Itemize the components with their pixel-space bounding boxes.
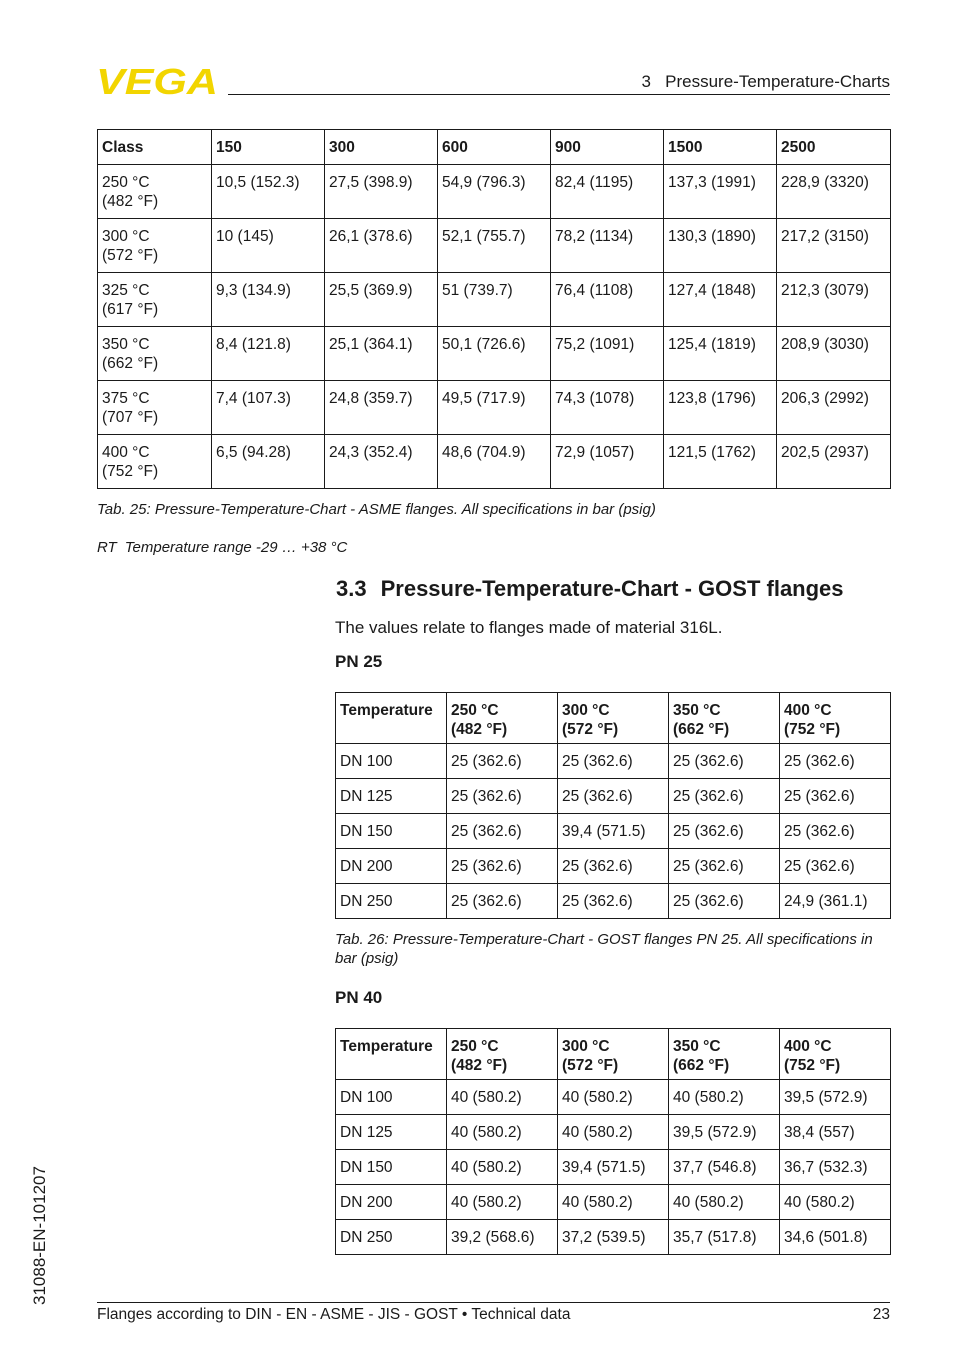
table-row xyxy=(98,327,891,381)
column-header: 250 °C (482 °F) xyxy=(447,693,558,744)
table-cell: 39,5 (572.9) xyxy=(669,1115,780,1150)
table-row xyxy=(336,1150,891,1185)
table-cell: 75,2 (1091) xyxy=(551,327,664,381)
table-cell: 40 (580.2) xyxy=(780,1185,891,1220)
table-cell: 50,1 (726.6) xyxy=(438,327,551,381)
column-header: 300 xyxy=(325,130,438,165)
table-cell: DN 125 xyxy=(336,1115,447,1150)
table-cell: 26,1 (378.6) xyxy=(325,219,438,273)
table-cell: 25 (362.6) xyxy=(669,884,780,919)
table-row xyxy=(336,744,891,779)
table-cell: 37,7 (546.8) xyxy=(669,1150,780,1185)
gost-pn40-table xyxy=(335,1028,891,1255)
table-caption-25: Tab. 25: Pressure-Temperature-Chart - ASME flanges. All specifications in bar (psig) xyxy=(97,501,656,518)
column-header: Class xyxy=(98,130,212,165)
column-header: 250 °C (482 °F) xyxy=(447,1029,558,1080)
table-cell: DN 250 xyxy=(336,884,447,919)
table-cell: 25 (362.6) xyxy=(669,779,780,814)
table-row xyxy=(336,779,891,814)
column-header: 400 °C (752 °F) xyxy=(780,1029,891,1080)
pn40-heading: PN 40 xyxy=(335,988,383,1007)
table-cell: 9,3 (134.9) xyxy=(212,273,325,327)
column-header: 150 xyxy=(212,130,325,165)
temperature-cell: 400 °C (752 °F) xyxy=(98,435,212,489)
table-caption-26: Tab. 26: Pressure-Temperature-Chart - GOST flanges PN 25. All specifications in bar (psig) xyxy=(335,931,873,967)
logo-text: VEGA xyxy=(96,66,218,96)
table-cell: DN 100 xyxy=(336,1080,447,1115)
table-row xyxy=(98,273,891,327)
table-cell: DN 200 xyxy=(336,849,447,884)
table-cell: 38,4 (557) xyxy=(780,1115,891,1150)
table-cell: 54,9 (796.3) xyxy=(438,165,551,219)
table-row xyxy=(336,814,891,849)
table-cell: 35,7 (517.8) xyxy=(669,1220,780,1255)
table-cell: 121,5 (1762) xyxy=(664,435,777,489)
table-row xyxy=(336,1080,891,1115)
table-cell: 202,5 (2937) xyxy=(777,435,891,489)
table-cell: 25 (362.6) xyxy=(669,814,780,849)
section-title: Pressure-Temperature-Chart - GOST flanges xyxy=(380,576,844,601)
table-cell: 40 (580.2) xyxy=(558,1185,669,1220)
table-row xyxy=(336,884,891,919)
table-cell: 25,1 (364.1) xyxy=(325,327,438,381)
table-cell: 76,4 (1108) xyxy=(551,273,664,327)
table-cell: 25 (362.6) xyxy=(558,779,669,814)
table-cell: DN 100 xyxy=(336,744,447,779)
temperature-cell: 350 °C (662 °F) xyxy=(98,327,212,381)
table-row xyxy=(98,381,891,435)
running-header: 3 Pressure-Temperature-Charts xyxy=(641,72,890,91)
temperature-cell: 250 °C (482 °F) xyxy=(98,165,212,219)
table-cell: 27,5 (398.9) xyxy=(325,165,438,219)
table-cell: 206,3 (2992) xyxy=(777,381,891,435)
table-cell: 10 (145) xyxy=(212,219,325,273)
table-cell: 24,8 (359.7) xyxy=(325,381,438,435)
table-row xyxy=(336,849,891,884)
table-cell: 6,5 (94.28) xyxy=(212,435,325,489)
table-row xyxy=(336,1115,891,1150)
table-cell: 40 (580.2) xyxy=(447,1115,558,1150)
table-cell: DN 125 xyxy=(336,779,447,814)
header-divider xyxy=(228,94,890,95)
table-cell: 52,1 (755.7) xyxy=(438,219,551,273)
rt-note xyxy=(97,538,347,557)
table-cell: 25 (362.6) xyxy=(447,744,558,779)
gost-pn25-table xyxy=(335,692,891,919)
table-cell: 10,5 (152.3) xyxy=(212,165,325,219)
table-cell: 25 (362.6) xyxy=(780,779,891,814)
temperature-cell: 325 °C (617 °F) xyxy=(98,273,212,327)
table-cell: 25 (362.6) xyxy=(780,814,891,849)
table-row xyxy=(98,435,891,489)
table-header-row xyxy=(98,130,891,165)
column-header: 2500 xyxy=(777,130,891,165)
temperature-cell: 375 °C (707 °F) xyxy=(98,381,212,435)
table-cell: 217,2 (3150) xyxy=(777,219,891,273)
table-header-row xyxy=(336,1029,891,1080)
table-cell: 7,4 (107.3) xyxy=(212,381,325,435)
table-cell: 40 (580.2) xyxy=(447,1080,558,1115)
table-cell: 8,4 (121.8) xyxy=(212,327,325,381)
table-cell: 39,5 (572.9) xyxy=(780,1080,891,1115)
section-number: 3.3 xyxy=(336,576,367,601)
intro-paragraph: The values relate to flanges made of material 316L. xyxy=(335,618,723,637)
table-cell: DN 150 xyxy=(336,814,447,849)
column-header: 600 xyxy=(438,130,551,165)
table-row xyxy=(98,219,891,273)
section-heading xyxy=(336,576,844,602)
table-cell: 25 (362.6) xyxy=(780,849,891,884)
pn25-heading: PN 25 xyxy=(335,652,383,671)
footer-text: Flanges according to DIN - EN - ASME - JIS - GOST • Technical data xyxy=(97,1306,571,1323)
table-cell: 125,4 (1819) xyxy=(664,327,777,381)
table-cell: 130,3 (1890) xyxy=(664,219,777,273)
table-cell: 39,4 (571.5) xyxy=(558,1150,669,1185)
table-cell: 74,3 (1078) xyxy=(551,381,664,435)
table-cell: 25 (362.6) xyxy=(558,849,669,884)
table-row xyxy=(336,1185,891,1220)
page-number: 23 xyxy=(872,1306,890,1323)
table-cell: 48,6 (704.9) xyxy=(438,435,551,489)
document-id: 31088-EN-101207 xyxy=(30,1166,49,1305)
table-cell: 208,9 (3030) xyxy=(777,327,891,381)
rt-description: Temperature range -29 … +38 °C xyxy=(124,539,348,556)
table-cell: 25 (362.6) xyxy=(780,744,891,779)
table-cell: 37,2 (539.5) xyxy=(558,1220,669,1255)
table-cell: 25 (362.6) xyxy=(447,814,558,849)
table-cell: 137,3 (1991) xyxy=(664,165,777,219)
column-header: 400 °C (752 °F) xyxy=(780,693,891,744)
table-cell: 25 (362.6) xyxy=(669,849,780,884)
footer-divider xyxy=(97,1302,890,1303)
table-cell: 40 (580.2) xyxy=(558,1080,669,1115)
table-cell: DN 250 xyxy=(336,1220,447,1255)
table-cell: 228,9 (3320) xyxy=(777,165,891,219)
table-cell: 25 (362.6) xyxy=(558,884,669,919)
table-cell: DN 150 xyxy=(336,1150,447,1185)
temperature-cell: 300 °C (572 °F) xyxy=(98,219,212,273)
table-cell: DN 200 xyxy=(336,1185,447,1220)
column-header: 300 °C (572 °F) xyxy=(558,693,669,744)
table-cell: 123,8 (1796) xyxy=(664,381,777,435)
table-cell: 25 (362.6) xyxy=(447,779,558,814)
column-header: 350 °C (662 °F) xyxy=(669,693,780,744)
table-cell: 51 (739.7) xyxy=(438,273,551,327)
column-header: 900 xyxy=(551,130,664,165)
table-cell: 78,2 (1134) xyxy=(551,219,664,273)
table-cell: 39,2 (568.6) xyxy=(447,1220,558,1255)
rt-abbreviation: RT xyxy=(97,539,117,556)
table-cell: 40 (580.2) xyxy=(447,1150,558,1185)
table-header-row xyxy=(336,693,891,744)
table-cell: 40 (580.2) xyxy=(558,1115,669,1150)
column-header: 300 °C (572 °F) xyxy=(558,1029,669,1080)
table-cell: 25 (362.6) xyxy=(447,849,558,884)
table-cell: 36,7 (532.3) xyxy=(780,1150,891,1185)
table-cell: 212,3 (3079) xyxy=(777,273,891,327)
table-row xyxy=(336,1220,891,1255)
column-header: 350 °C (662 °F) xyxy=(669,1029,780,1080)
table-cell: 40 (580.2) xyxy=(447,1185,558,1220)
column-header: Temperature xyxy=(336,1029,447,1080)
column-header: Temperature xyxy=(336,693,447,744)
table-cell: 34,6 (501.8) xyxy=(780,1220,891,1255)
table-cell: 40 (580.2) xyxy=(669,1185,780,1220)
table-cell: 40 (580.2) xyxy=(669,1080,780,1115)
table-row xyxy=(98,165,891,219)
table-cell: 25 (362.6) xyxy=(558,744,669,779)
table-cell: 24,3 (352.4) xyxy=(325,435,438,489)
table-cell: 39,4 (571.5) xyxy=(558,814,669,849)
asme-pressure-table xyxy=(97,129,891,489)
table-cell: 25,5 (369.9) xyxy=(325,273,438,327)
table-cell: 25 (362.6) xyxy=(447,884,558,919)
table-cell: 127,4 (1848) xyxy=(664,273,777,327)
column-header: 1500 xyxy=(664,130,777,165)
table-cell: 24,9 (361.1) xyxy=(780,884,891,919)
vega-logo xyxy=(96,66,220,96)
table-cell: 25 (362.6) xyxy=(669,744,780,779)
table-cell: 72,9 (1057) xyxy=(551,435,664,489)
table-cell: 49,5 (717.9) xyxy=(438,381,551,435)
table-cell: 82,4 (1195) xyxy=(551,165,664,219)
